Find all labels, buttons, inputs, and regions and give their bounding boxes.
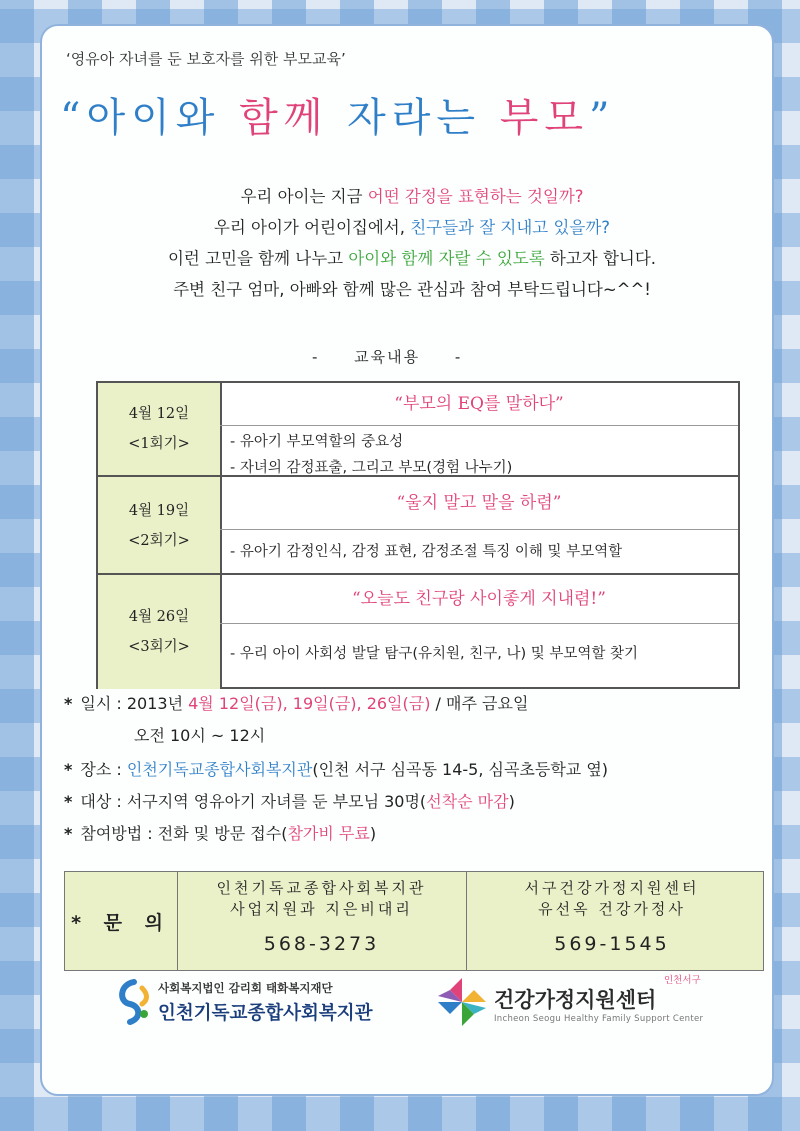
session-date-cell xyxy=(98,477,222,575)
session-title: “부모의 EQ를 말하다” xyxy=(220,383,738,426)
session-item: - 우리 아이 사회성 발달 탐구(유치원, 친구, 나) 및 부모역할 찾기 xyxy=(230,646,639,662)
session-date-cell xyxy=(98,575,222,689)
info-target-highlight: 선착순 마감 xyxy=(426,792,509,811)
info-method-highlight: 참가비 무료 xyxy=(287,824,370,843)
logo2-tag: 인천서구 xyxy=(664,975,701,986)
info-time: 오전 10시 ~ 12시 xyxy=(134,726,266,745)
intro-l3-a: 이런 고민을 함께 나누고 xyxy=(167,249,349,268)
info-place-row xyxy=(64,757,608,780)
intro-text xyxy=(82,181,742,305)
session-row-1 xyxy=(98,383,738,475)
title-highlight-parents: 부모 xyxy=(499,95,590,141)
title-part-open: “아이와 xyxy=(60,95,240,141)
flyer-subtitle: ‘영유아 자녀를 둔 보호자를 위한 부모교육’ xyxy=(66,50,346,68)
intro-l3-b: 아이와 함께 자랄 수 있도록 xyxy=(348,249,545,268)
info-method-label: 참여방법 : 전화 및 방문 접수( xyxy=(80,824,288,843)
session-round: <2회기> xyxy=(128,533,190,549)
flyer-title xyxy=(60,86,760,143)
contact-org1-name: 인천기독교종합사회복지관 xyxy=(216,879,427,897)
info-date-rest: / 매주 금요일 xyxy=(430,694,529,713)
contact-org2 xyxy=(467,872,757,970)
logo-welfare-center xyxy=(112,974,384,1030)
info-target-label: 대상 : 서구지역 영유아기 자녀를 둔 부모님 30명( xyxy=(80,792,427,811)
session-items xyxy=(230,429,730,481)
section-title-education: - 교육내용 - xyxy=(312,348,463,366)
contact-org1-phone[interactable]: 568-3273 xyxy=(263,933,380,955)
bullet-asterisk: * xyxy=(64,824,73,843)
bullet-asterisk: * xyxy=(64,792,73,811)
session-date: 4월 26일 xyxy=(128,609,190,625)
schedule-table xyxy=(96,381,740,689)
session-round: <1회기> xyxy=(128,436,190,452)
flyer-page xyxy=(40,24,774,1096)
contact-org2-phone[interactable]: 569-1545 xyxy=(554,933,670,955)
intro-line-1 xyxy=(82,181,742,212)
session-round: <3회기> xyxy=(128,639,190,655)
info-place-label: 장소 : xyxy=(80,760,127,779)
session-date: 4월 12일 xyxy=(128,406,190,422)
session-row-2 xyxy=(98,475,738,575)
session-title: “오늘도 친구랑 사이좋게 지내렴!” xyxy=(220,575,738,624)
info-target-row xyxy=(64,789,515,812)
intro-l2-b: 친구들과 잘 지내고 있을까? xyxy=(410,218,611,237)
info-date-label: 일시 : 2013년 xyxy=(80,694,189,713)
contact-org2-person: 유선옥 건강가정사 xyxy=(538,900,686,918)
logo-family-center xyxy=(434,966,724,1036)
logo2-english: Incheon Seogu Healthy Family Support Center xyxy=(494,1014,704,1024)
logo1-foundation: 사회복지법인 감리회 태화복지재단 xyxy=(158,981,333,995)
session-row-3 xyxy=(98,573,738,689)
bullet-asterisk: * xyxy=(64,694,73,713)
info-target-close: ) xyxy=(508,792,515,811)
session-items xyxy=(230,641,730,667)
info-date-row xyxy=(64,691,528,714)
logo2-name: 건강가정지원센터 xyxy=(494,988,657,1012)
contact-org1-person: 사업지원과 지은비대리 xyxy=(230,900,413,918)
info-method-close: ) xyxy=(369,824,377,843)
intro-line-3 xyxy=(82,243,742,274)
title-highlight-together: 함께 xyxy=(239,95,329,141)
intro-l1-b: 어떤 감정을 표현하는 것일까? xyxy=(367,187,584,206)
info-method-row xyxy=(64,821,376,844)
session-date: 4월 19일 xyxy=(128,503,190,519)
intro-l2-a: 우리 아이가 어린이집에서, xyxy=(213,218,411,237)
intro-l3-c: 하고자 합니다. xyxy=(544,249,657,268)
contact-org2-name: 서구건강가정지원센터 xyxy=(524,879,700,897)
contact-org1 xyxy=(177,872,467,970)
info-place-highlight: 인천기독교종합사회복지관 xyxy=(126,760,313,779)
session-date-cell xyxy=(98,383,222,475)
info-date-highlight: 4월 12일(금), 19일(금), 26일(금) xyxy=(188,694,431,713)
welfare-swirl-icon xyxy=(114,978,154,1026)
bullet-asterisk: * xyxy=(64,760,73,779)
info-place-rest: (인천 서구 심곡동 14-5, 심곡초등학교 옆) xyxy=(312,760,609,779)
intro-line-2 xyxy=(82,212,742,243)
title-part-middle: 자라는 xyxy=(328,95,500,141)
title-part-close: ” xyxy=(589,95,616,141)
session-title: “울지 말고 말을 하렴” xyxy=(220,477,738,530)
intro-l1-a: 우리 아이는 지금 xyxy=(240,187,368,206)
intro-line-4: 주변 친구 엄마, 아빠와 함께 많은 관심과 참여 부탁드립니다~^^! xyxy=(173,280,651,299)
logo1-name: 인천기독교종합사회복지관 xyxy=(158,1003,373,1024)
contact-label: * 문 의 xyxy=(65,872,178,970)
session-item: - 유아기 부모역할의 중요성 xyxy=(230,434,404,450)
session-items xyxy=(230,539,730,565)
pinwheel-icon xyxy=(434,974,490,1030)
contact-table xyxy=(64,871,764,971)
session-item: - 자녀의 감정표출, 그리고 부모(경험 나누기) xyxy=(230,460,513,476)
session-item: - 유아기 감정인식, 감정 표현, 감정조절 특징 이해 및 부모역할 xyxy=(230,544,623,560)
